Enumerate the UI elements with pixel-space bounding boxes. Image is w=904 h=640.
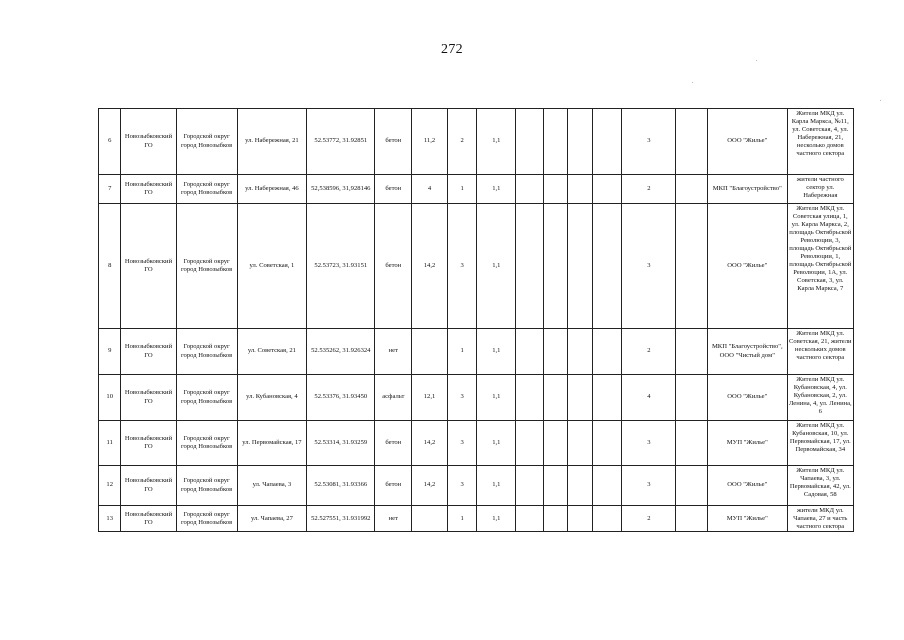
empty-cell	[568, 204, 592, 329]
page-number: 272	[441, 42, 463, 57]
empty-cell	[516, 375, 544, 421]
empty-cell	[516, 329, 544, 375]
row-number-cell: 12	[99, 466, 121, 506]
served-residents-cell: жители частного сектор ул. Набережная	[787, 175, 853, 204]
area-cell: 4	[412, 175, 448, 204]
area-cell: 14,2	[412, 466, 448, 506]
table-row	[99, 175, 854, 204]
coordinates-cell: 52.535262, 31.926324	[307, 329, 375, 375]
address-cell: ул. Советская, 1	[237, 204, 306, 329]
empty-cell	[676, 204, 708, 329]
scan-speck	[756, 60, 757, 61]
empty-cell	[676, 466, 708, 506]
count-cell: 3	[622, 109, 676, 175]
row-number-cell: 13	[99, 506, 121, 532]
owner-organization-cell: МУП "Жилье"	[708, 421, 788, 466]
owner-organization-cell: МКП "Благоустройство", ООО "Чистый дом"	[708, 329, 788, 375]
locality-cell: Городской округ город Новозыбков	[176, 175, 237, 204]
empty-cell	[543, 329, 567, 375]
area-cell	[412, 329, 448, 375]
container-count-cell: 3	[447, 421, 477, 466]
table-row	[99, 506, 854, 532]
scan-speck	[692, 82, 693, 83]
scan-speck	[880, 100, 881, 101]
district-cell: Новозыбковский ГО	[121, 329, 176, 375]
table-body	[99, 109, 854, 532]
table-row	[99, 329, 854, 375]
container-count-cell: 1	[447, 175, 477, 204]
count-cell: 3	[622, 466, 676, 506]
empty-cell	[592, 466, 622, 506]
address-cell: ул. Кубановская, 4	[237, 375, 306, 421]
locality-cell: Городской округ город Новозыбков	[176, 109, 237, 175]
address-cell: ул. Набережная, 21	[237, 109, 306, 175]
owner-organization-cell: ООО "Жилье"	[708, 109, 788, 175]
served-residents-cell: Жители МКД ул. Советская, 21, жители нескольких домов частного сектора	[787, 329, 853, 375]
row-number-cell: 11	[99, 421, 121, 466]
empty-cell	[592, 329, 622, 375]
empty-cell	[568, 421, 592, 466]
district-cell: Новозыбковский ГО	[121, 506, 176, 532]
empty-cell	[543, 506, 567, 532]
locality-cell: Городской округ город Новозыбков	[176, 421, 237, 466]
empty-cell	[543, 109, 567, 175]
coordinates-cell: 52.527551, 31.931992	[307, 506, 375, 532]
waste-sites-table	[98, 108, 854, 532]
table-row	[99, 466, 854, 506]
container-volume-cell: 1,1	[477, 375, 516, 421]
district-cell: Новозыбковский ГО	[121, 466, 176, 506]
served-residents-cell: Жители МКД ул. Советская улица, 1, ул. Карла Маркса, 2, площадь Октябрьской Революции, 3, площадь Октябрьской Революции, 1, площадь Октябрьской Революции, 1А, ул. Советская, 3, ул. Карла Маркса, 7	[787, 204, 853, 329]
owner-organization-cell: ООО "Жилье"	[708, 375, 788, 421]
container-volume-cell: 1,1	[477, 109, 516, 175]
empty-cell	[592, 375, 622, 421]
empty-cell	[592, 204, 622, 329]
container-volume-cell: 1,1	[477, 421, 516, 466]
empty-cell	[592, 175, 622, 204]
empty-cell	[516, 466, 544, 506]
row-number-cell: 10	[99, 375, 121, 421]
empty-cell	[676, 421, 708, 466]
address-cell: ул. Первомайская, 17	[237, 421, 306, 466]
district-cell: Новозыбковский ГО	[121, 175, 176, 204]
empty-cell	[676, 109, 708, 175]
count-cell: 4	[622, 375, 676, 421]
empty-cell	[676, 506, 708, 532]
empty-cell	[516, 109, 544, 175]
locality-cell: Городской округ город Новозыбков	[176, 375, 237, 421]
empty-cell	[543, 175, 567, 204]
container-volume-cell: 1,1	[477, 466, 516, 506]
address-cell: ул. Чапаева, 3	[237, 466, 306, 506]
count-cell: 3	[622, 421, 676, 466]
container-volume-cell: 1,1	[477, 175, 516, 204]
locality-cell: Городской округ город Новозыбков	[176, 204, 237, 329]
area-cell	[412, 506, 448, 532]
locality-cell: Городской округ город Новозыбков	[176, 506, 237, 532]
empty-cell	[568, 109, 592, 175]
address-cell: ул. Советская, 21	[237, 329, 306, 375]
served-residents-cell: Жители МКД ул. Кубановская, 10, ул. Первомайская, 17, ул. Первомайская, 34	[787, 421, 853, 466]
empty-cell	[516, 204, 544, 329]
coordinates-cell: 52.53772, 31.92851	[307, 109, 375, 175]
empty-cell	[568, 375, 592, 421]
container-count-cell: 3	[447, 204, 477, 329]
empty-cell	[568, 506, 592, 532]
area-cell: 11,2	[412, 109, 448, 175]
empty-cell	[543, 375, 567, 421]
container-count-cell: 3	[447, 375, 477, 421]
coordinates-cell: 52.53723, 31.93151	[307, 204, 375, 329]
empty-cell	[592, 109, 622, 175]
served-residents-cell: Жители МКД ул. Чапаева, 3, ул. Первомайская, 42, ул. Садовая, 58	[787, 466, 853, 506]
container-count-cell: 1	[447, 506, 477, 532]
empty-cell	[676, 375, 708, 421]
container-count-cell: 2	[447, 109, 477, 175]
container-volume-cell: 1,1	[477, 204, 516, 329]
surface-type-cell: бетон	[375, 466, 412, 506]
district-cell: Новозыбковский ГО	[121, 375, 176, 421]
container-volume-cell: 1,1	[477, 329, 516, 375]
container-count-cell: 3	[447, 466, 477, 506]
row-number-cell: 6	[99, 109, 121, 175]
served-residents-cell: Жители МКД ул. Кубановская, 4, ул. Кубановская, 2, ул. Ленина, 4, ул. Ленина, 6	[787, 375, 853, 421]
locality-cell: Городской округ город Новозыбков	[176, 329, 237, 375]
row-number-cell: 8	[99, 204, 121, 329]
empty-cell	[568, 175, 592, 204]
table-row	[99, 375, 854, 421]
count-cell: 2	[622, 329, 676, 375]
row-number-cell: 7	[99, 175, 121, 204]
area-cell: 12,1	[412, 375, 448, 421]
owner-organization-cell: МУП "Жилье"	[708, 506, 788, 532]
empty-cell	[676, 329, 708, 375]
owner-organization-cell: ООО "Жилье"	[708, 466, 788, 506]
table-row	[99, 204, 854, 329]
served-residents-cell: жители МКД ул. Чапаева, 27 и часть частного сектора	[787, 506, 853, 532]
area-cell: 14,2	[412, 204, 448, 329]
container-count-cell: 1	[447, 329, 477, 375]
locality-cell: Городской округ город Новозыбков	[176, 466, 237, 506]
coordinates-cell: 52,538596, 31,928146	[307, 175, 375, 204]
district-cell: Новозыбковский ГО	[121, 421, 176, 466]
empty-cell	[543, 421, 567, 466]
surface-type-cell: бетон	[375, 175, 412, 204]
count-cell: 2	[622, 175, 676, 204]
empty-cell	[592, 421, 622, 466]
coordinates-cell: 52.53314, 31.93259	[307, 421, 375, 466]
address-cell: ул. Набережная, 46	[237, 175, 306, 204]
served-residents-cell: Жители МКД ул. Карла Маркса, №11, ул. Советская, 4, ул. Набережная, 21, несколько домов частного сектора	[787, 109, 853, 175]
empty-cell	[516, 421, 544, 466]
coordinates-cell: 52.53081, 31.93366	[307, 466, 375, 506]
empty-cell	[543, 466, 567, 506]
empty-cell	[676, 175, 708, 204]
area-cell: 14,2	[412, 421, 448, 466]
table-row	[99, 109, 854, 175]
empty-cell	[592, 506, 622, 532]
surface-type-cell: бетон	[375, 421, 412, 466]
empty-cell	[543, 204, 567, 329]
count-cell: 2	[622, 506, 676, 532]
surface-type-cell: бетон	[375, 109, 412, 175]
count-cell: 3	[622, 204, 676, 329]
empty-cell	[568, 329, 592, 375]
empty-cell	[568, 466, 592, 506]
table-row	[99, 421, 854, 466]
address-cell: ул. Чапаева, 27	[237, 506, 306, 532]
surface-type-cell: асфальт	[375, 375, 412, 421]
owner-organization-cell: МКП "Благоустройство"	[708, 175, 788, 204]
row-number-cell: 9	[99, 329, 121, 375]
empty-cell	[516, 175, 544, 204]
owner-organization-cell: ООО "Жилье"	[708, 204, 788, 329]
surface-type-cell: нет	[375, 506, 412, 532]
surface-type-cell: нет	[375, 329, 412, 375]
empty-cell	[516, 506, 544, 532]
container-volume-cell: 1,1	[477, 506, 516, 532]
coordinates-cell: 52.53376, 31.93450	[307, 375, 375, 421]
district-cell: Новозыбковский ГО	[121, 109, 176, 175]
surface-type-cell: бетон	[375, 204, 412, 329]
district-cell: Новозыбковский ГО	[121, 204, 176, 329]
